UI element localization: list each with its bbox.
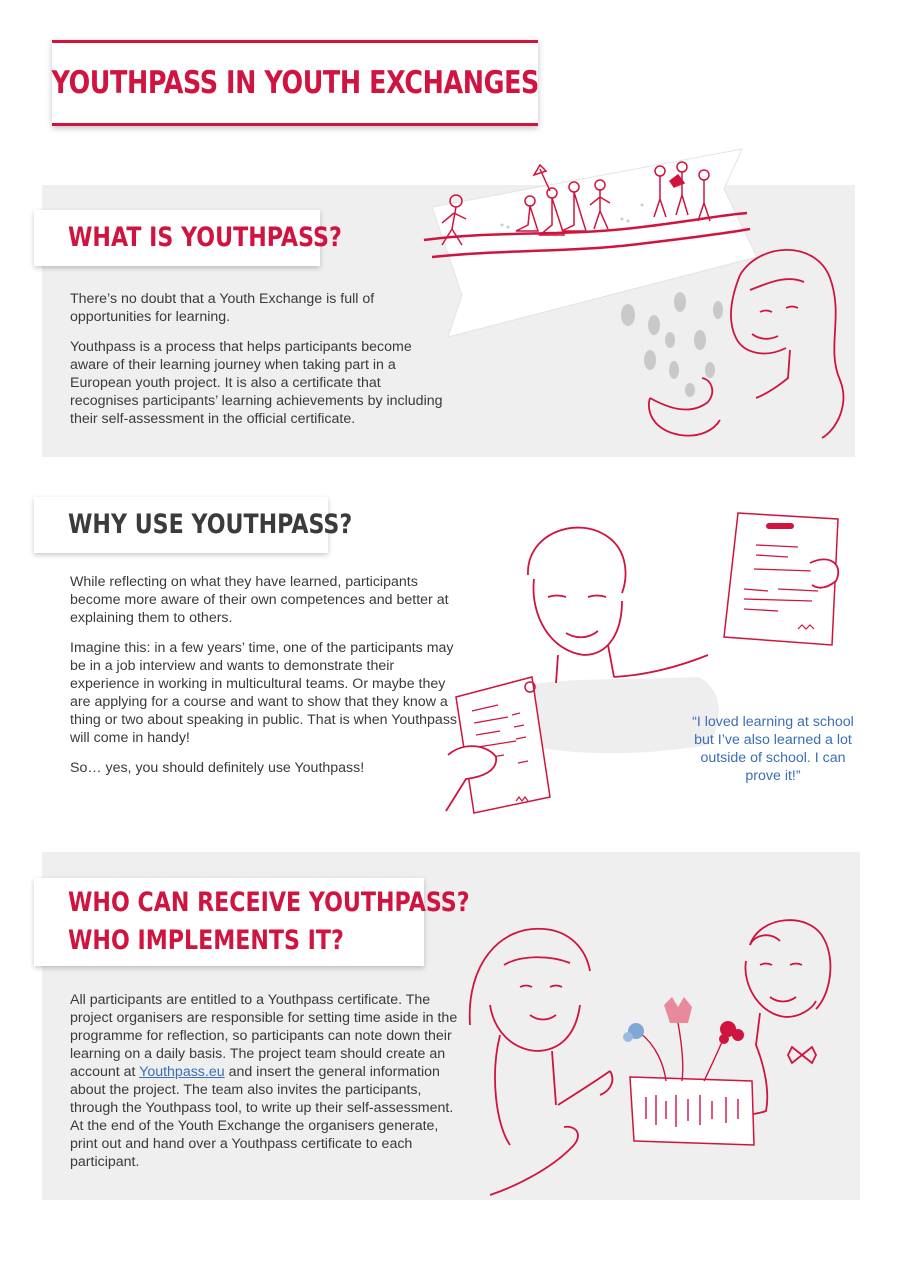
section-what-text	[70, 290, 445, 440]
girl-with-footprints-illustration	[590, 230, 850, 445]
page-title: YOUTHPASS IN YOUTH EXCHANGES	[51, 65, 539, 101]
section-who-heading-line1: WHO CAN RECEIVE YOUTHPASS?	[68, 887, 470, 918]
section-why-text	[70, 573, 460, 789]
section-why-heading: WHY USE YOUTHPASS?	[68, 509, 353, 540]
section-why-paragraph: Imagine this: in a few years’ time, one of the participants may be in a job interview and wants to demonstrate their experience in working in multicultural teams. Or maybe they are applying for a course and want to show that they know a thing or two about speaking in public. That is when Youthpass will come in handy!	[70, 640, 458, 746]
section-what-paragraph: Youthpass is a process that helps participants become aware of their learning journey when taking part in a European youth project. It is also a certificate that recognises participants’ learning achievements by including their self-assessment in the official certificate.	[70, 339, 443, 427]
youthpass-link[interactable]: Youthpass.eu	[139, 1064, 225, 1080]
section-who-text-before-link: All participants are entitled to a Youthpass certificate. The project organisers are responsible for setting time aside in the programme for reflection, so participants can note down their learning on a daily basis. The project team should create an account at	[70, 992, 458, 1080]
section-who-heading-line2: WHO IMPLEMENTS IT?	[68, 925, 344, 956]
participant-quote: “I loved learning at school but I’ve also learned a lot outside of school. I can prove it!”	[692, 714, 854, 784]
section-who-text	[70, 991, 460, 1183]
page-title-banner	[52, 40, 538, 126]
section-why-heading-tag	[34, 497, 353, 553]
two-people-exchanging-certificate-illustration	[460, 905, 845, 1205]
section-why-paragraph: So… yes, you should definitely use Youthpass!	[70, 760, 365, 776]
section-what-heading-tag	[34, 210, 342, 266]
section-what-heading: WHAT IS YOUTHPASS?	[68, 222, 342, 253]
section-why-paragraph: While reflecting on what they have learned, participants become more aware of their own competences and better at explaining them to others.	[70, 574, 449, 626]
section-who-heading-tag	[34, 878, 470, 966]
section-what-paragraph: There’s no doubt that a Youth Exchange is full of opportunities for learning.	[70, 291, 375, 325]
section-who-paragraph	[70, 991, 460, 1171]
section-who-text-after-link: and insert the general information about the project. The team also invites the participants, through the Youthpass tool, to write up their self-assessment. At the end of the Youth Exchange the organisers generate, print out and hand over a Youthpass certificate to each participant.	[70, 1064, 454, 1170]
